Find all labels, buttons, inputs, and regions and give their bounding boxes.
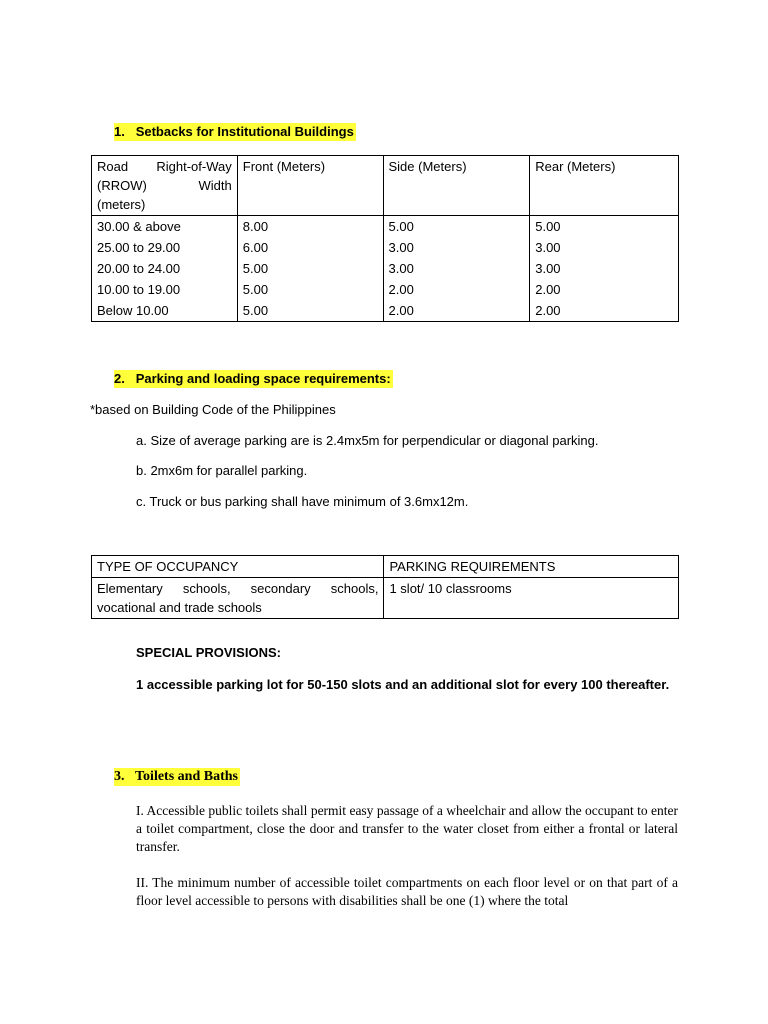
parking-basis-note: *based on Building Code of the Philippines [90, 402, 336, 417]
table-cell: 3.00 [530, 237, 679, 258]
special-provisions-text: 1 accessible parking lot for 50-150 slots and an additional slot for every 100 thereafter. [136, 677, 670, 692]
table-cell: 2.00 [530, 300, 679, 322]
section-3-heading: 3. Toilets and Baths [114, 769, 238, 784]
table-row [92, 578, 679, 619]
table-cell: 6.00 [237, 237, 383, 258]
list-item: b. 2mx6m for parallel parking. [136, 463, 308, 478]
section-1-heading: 1. Setbacks for Institutional Buildings [114, 124, 354, 139]
table-cell: 5.00 [237, 300, 383, 322]
table-cell: 3.00 [383, 237, 530, 258]
parking-table [91, 555, 679, 619]
header-front: Front (Meters) [237, 156, 383, 216]
table-row [92, 216, 679, 238]
table-row [92, 258, 679, 279]
table-header-row [92, 156, 679, 216]
table-cell: 30.00 & above [92, 216, 238, 238]
table-row [92, 279, 679, 300]
table-cell: Below 10.00 [92, 300, 238, 322]
setbacks-table [91, 155, 679, 322]
table-row [92, 300, 679, 322]
table-cell: 20.00 to 24.00 [92, 258, 238, 279]
table-cell: 5.00 [530, 216, 679, 238]
toilets-paragraph-1: I. Accessible public toilets shall permit easy passage of a wheelchair and allow the occupant to enter a toilet compartment, close the door and transfer to the water closet from either a frontal or lateral transfer. [136, 803, 678, 854]
list-item: a. Size of average parking are is 2.4mx5m for perpendicular or diagonal parking. [136, 433, 599, 448]
toilets-paragraph-2: II. The minimum number of accessible toilet compartments on each floor level or on that part of a floor level accessible to persons with disabilities shall be one (1) where the total [136, 875, 678, 908]
list-item: c. Truck or bus parking shall have minimum of 3.6mx12m. [136, 494, 469, 509]
header-rrow: Road Right-of-Way (RROW) Width (meters) [92, 156, 238, 216]
special-provisions-label: SPECIAL PROVISIONS: [136, 645, 281, 660]
table-cell: 3.00 [383, 258, 530, 279]
table-header-row [92, 556, 679, 578]
table-cell: 3.00 [530, 258, 679, 279]
table-cell: 1 slot/ 10 classrooms [384, 578, 679, 619]
table-cell: 10.00 to 19.00 [92, 279, 238, 300]
table-cell: 25.00 to 29.00 [92, 237, 238, 258]
table-cell: 5.00 [383, 216, 530, 238]
table-row [92, 237, 679, 258]
header-type-of-occupancy: TYPE OF OCCUPANCY [92, 556, 384, 578]
section-2-heading: 2. Parking and loading space requirements: [114, 371, 391, 386]
header-side: Side (Meters) [383, 156, 530, 216]
table-cell: 5.00 [237, 279, 383, 300]
header-rear: Rear (Meters) [530, 156, 679, 216]
table-cell: 5.00 [237, 258, 383, 279]
header-parking-requirements: PARKING REQUIREMENTS [384, 556, 679, 578]
table-cell: 2.00 [383, 300, 530, 322]
table-cell: 8.00 [237, 216, 383, 238]
table-cell: 2.00 [530, 279, 679, 300]
table-cell: 2.00 [383, 279, 530, 300]
table-cell: Elementary schools, secondary schools, vocational and trade schools [92, 578, 384, 619]
